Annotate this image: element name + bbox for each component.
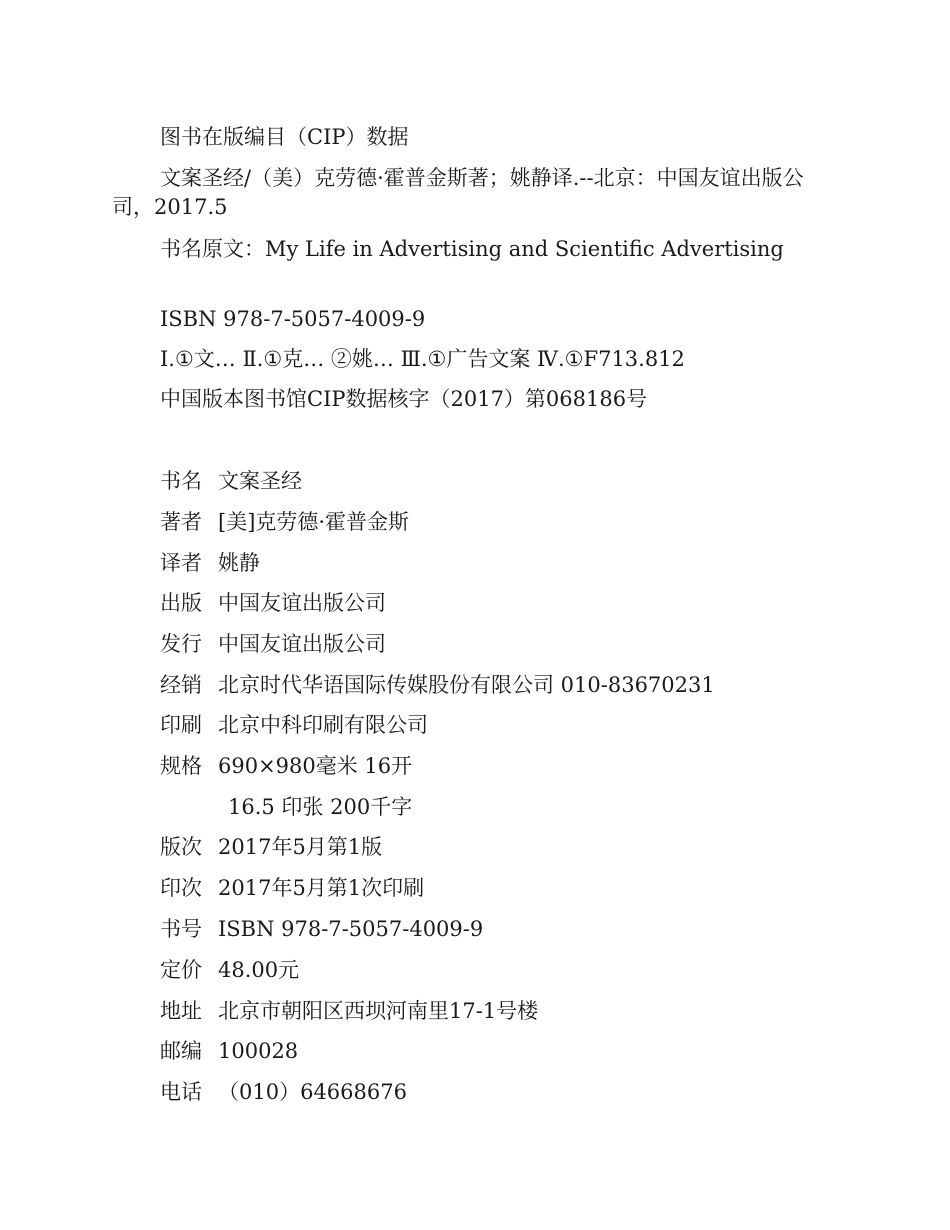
detail-label: 电话 [160, 1080, 202, 1104]
detail-value: 100028 [218, 1039, 299, 1063]
cip-original-title [112, 235, 838, 264]
cip-classification: Ⅰ.①文… Ⅱ.①克… ②姚… Ⅲ.①广告文案 Ⅳ.①F713.812 [160, 347, 685, 371]
detail-label: 印次 [160, 876, 202, 900]
cip-entry-text: 文案圣经/（美）克劳德·霍普金斯著；姚静译.--北京：中国友谊出版公司，2017.5 [112, 166, 804, 219]
cip-isbn: ISBN 978-7-5057-4009-9 [160, 307, 426, 331]
detail-label: 定价 [160, 958, 202, 982]
detail-row [160, 1078, 407, 1106]
detail-label: 邮编 [160, 1039, 202, 1063]
detail-row [160, 752, 412, 780]
detail-value: 北京市朝阳区西坝河南里17-1号楼 [218, 999, 539, 1023]
detail-label: 书号 [160, 917, 202, 941]
detail-value: ISBN 978-7-5057-4009-9 [218, 917, 484, 941]
cip-approval: 中国版本图书馆CIP数据核字（2017）第068186号 [160, 387, 648, 411]
detail-value: 48.00元 [218, 958, 300, 982]
detail-row [160, 874, 424, 902]
detail-label: 发行 [160, 632, 202, 656]
cip-original-title-text: 书名原文：My Life in Advertising and Scientific Advertising [160, 237, 784, 261]
detail-row [160, 671, 715, 699]
detail-value: 中国友谊出版公司 [218, 632, 386, 656]
detail-row [160, 630, 386, 658]
detail-label: 版次 [160, 835, 202, 859]
detail-value: 北京时代华语国际传媒股份有限公司 010-83670231 [218, 673, 715, 697]
detail-label: 经销 [160, 673, 202, 697]
detail-continuation: 16.5 印张 200千字 [228, 795, 413, 819]
detail-row [160, 508, 409, 536]
detail-value: [美]克劳德·霍普金斯 [218, 510, 410, 534]
detail-value: 2017年5月第1次印刷 [218, 876, 425, 900]
detail-row [160, 833, 382, 861]
detail-label: 译者 [160, 551, 202, 575]
detail-label: 规格 [160, 754, 202, 778]
detail-value: 姚静 [218, 551, 260, 575]
detail-label: 出版 [160, 591, 202, 615]
detail-value: 中国友谊出版公司 [218, 591, 386, 615]
detail-label: 地址 [160, 999, 202, 1023]
detail-row [160, 915, 483, 943]
detail-row [160, 1037, 298, 1065]
detail-row [160, 589, 386, 617]
detail-row [160, 467, 302, 495]
cip-heading: 图书在版编目（CIP）数据 [160, 125, 409, 149]
detail-value: （010）64668676 [218, 1080, 407, 1104]
cip-entry [112, 164, 838, 222]
detail-value: 2017年5月第1版 [218, 835, 383, 859]
detail-row [160, 956, 299, 984]
detail-row [160, 711, 428, 739]
detail-label: 印刷 [160, 713, 202, 737]
detail-row [160, 549, 260, 577]
detail-label: 书名 [160, 469, 202, 493]
detail-value: 690×980毫米 16开 [218, 754, 413, 778]
detail-value: 文案圣经 [218, 469, 302, 493]
detail-row [160, 997, 538, 1025]
detail-value: 北京中科印刷有限公司 [218, 713, 428, 737]
detail-label: 著者 [160, 510, 202, 534]
